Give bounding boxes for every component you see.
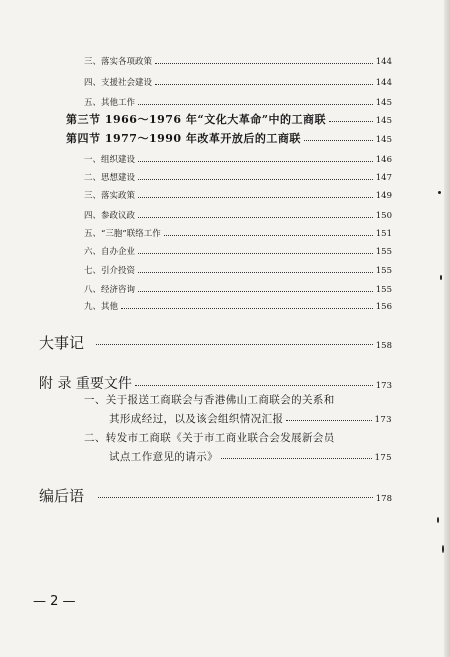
leader-dots	[304, 140, 373, 141]
toc-afterword-label: 编后语	[39, 487, 85, 505]
toc-entry-page: 144	[375, 57, 392, 67]
leader-dots	[138, 179, 373, 180]
toc-entry-label: 二、思想建设	[84, 173, 136, 183]
toc-entry-page: 150	[375, 211, 392, 221]
leader-dots	[155, 63, 373, 64]
toc-chronicle[interactable]	[39, 332, 392, 353]
leader-dots	[138, 272, 373, 273]
toc-entry-label: 七、引介投资	[84, 266, 136, 276]
toc-entry[interactable]	[84, 300, 392, 312]
leader-dots	[138, 217, 373, 218]
toc-entry-label: 四、支援社会建设	[84, 78, 153, 88]
appendix-item-page: 173	[374, 415, 392, 425]
leader-dots	[221, 458, 372, 459]
toc-entry-page: 156	[375, 302, 392, 312]
leader-dots	[286, 420, 371, 421]
leader-dots	[138, 291, 373, 292]
toc-entry[interactable]	[84, 189, 392, 201]
leader-dots	[138, 253, 373, 254]
leader-dots	[121, 308, 373, 309]
toc-entry-label: 九、其他	[84, 302, 119, 312]
appendix-item-line: 试点工作意见的请示》	[109, 451, 218, 463]
appendix-item-line[interactable]: 二、转发市工商联《关于市工商业联合会发展新会员	[84, 432, 335, 444]
toc-section-page: 145	[375, 116, 392, 126]
toc-section[interactable]	[66, 130, 392, 146]
toc-appendix-label: 附 录 重要文件	[39, 376, 132, 392]
leader-dots	[138, 197, 373, 198]
toc-entry-page: 155	[375, 266, 392, 276]
appendix-item-page: 175	[374, 453, 392, 463]
toc-appendix[interactable]	[39, 373, 392, 393]
leader-dots	[98, 497, 373, 498]
toc-afterword[interactable]	[39, 485, 392, 506]
toc-entry-page: 155	[375, 285, 392, 295]
toc-section[interactable]	[66, 111, 392, 127]
leader-dots	[138, 161, 373, 162]
leader-dots	[155, 84, 373, 85]
toc-entry[interactable]	[84, 227, 392, 239]
toc-entry-page: 146	[375, 155, 392, 165]
toc-entry-page: 149	[375, 191, 392, 201]
scan-speck	[440, 275, 442, 280]
toc-chronicle-page: 158	[375, 341, 392, 351]
leader-dots	[135, 385, 373, 386]
toc-entry-label: 三、落实政策	[84, 191, 136, 201]
leader-dots	[329, 121, 373, 122]
toc-entry[interactable]	[84, 96, 392, 108]
toc-section-label: 第三节 1966～1976 年“文化大革命”中的工商联	[66, 113, 327, 126]
toc-entry[interactable]	[84, 153, 392, 165]
leader-dots	[138, 104, 373, 105]
toc-entry[interactable]	[84, 264, 392, 276]
toc-entry-page: 155	[375, 247, 392, 257]
toc-afterword-page: 178	[375, 494, 392, 504]
toc-chronicle-label: 大事记	[39, 334, 85, 352]
toc-entry-label: 三、落实各项政策	[84, 57, 153, 67]
toc-entry-page: 151	[375, 229, 392, 239]
toc-entry[interactable]	[84, 171, 392, 183]
leader-dots	[96, 344, 373, 345]
toc-entry-label: 五、其他工作	[84, 98, 136, 108]
toc-appendix-page: 173	[375, 381, 392, 391]
scan-speck	[442, 545, 444, 553]
toc-entry-label: 六、自办企业	[84, 247, 136, 257]
scan-speck	[438, 191, 441, 194]
scan-edge	[444, 0, 450, 657]
toc-entry-page: 147	[375, 173, 392, 183]
toc-entry-label: 四、参政议政	[84, 211, 136, 221]
toc-entry-label: 五、“三胞”联络工作	[84, 229, 161, 239]
toc-entry[interactable]	[84, 55, 392, 67]
appendix-item-line[interactable]: 一、关于报送工商联会与香港佛山工商联会的关系和	[84, 394, 335, 406]
toc-section-page: 145	[375, 135, 392, 145]
toc-entry-page: 145	[375, 98, 392, 108]
toc-entry[interactable]	[84, 283, 392, 295]
toc-entry[interactable]	[84, 245, 392, 257]
toc-entry[interactable]	[84, 209, 392, 221]
toc-entry-label: 八、经济咨询	[84, 285, 136, 295]
toc-entry[interactable]	[84, 76, 392, 88]
appendix-item[interactable]	[109, 449, 392, 464]
appendix-item-line: 其形成经过，以及该会组织情况汇报	[109, 413, 284, 425]
page-number: — 2 —	[33, 594, 76, 609]
leader-dots	[164, 235, 373, 236]
appendix-item[interactable]	[109, 411, 392, 426]
scan-speck	[437, 517, 439, 523]
toc-entry-page: 144	[375, 78, 392, 88]
toc-entry-label: 一、组织建设	[84, 155, 136, 165]
toc-section-label: 第四节 1977～1990 年改革开放后的工商联	[66, 132, 301, 145]
